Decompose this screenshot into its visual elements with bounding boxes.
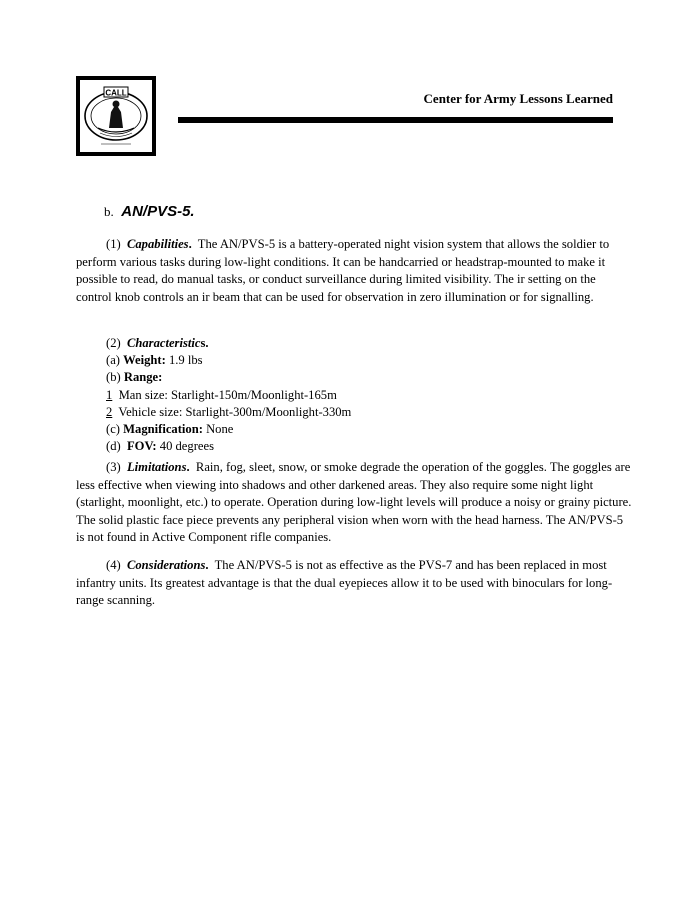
- header-rule: [178, 117, 613, 123]
- capabilities-paragraph: [76, 236, 632, 306]
- fov-label: (d): [106, 439, 121, 454]
- range-key: Range:: [123, 370, 163, 385]
- characteristics-title: Characteristic: [126, 336, 201, 350]
- considerations-paragraph: [76, 557, 632, 610]
- limitations-label: (3): [106, 460, 121, 474]
- logo-text: CALL: [105, 88, 127, 98]
- call-logo-emblem-icon: [76, 76, 156, 156]
- range-vehicle-size-text: Vehicle size: Starlight-300m/Moonlight-330m: [118, 404, 352, 419]
- magnification-value: None: [206, 422, 234, 437]
- weight-key: Weight:: [123, 353, 166, 368]
- characteristics-label: (2): [106, 336, 121, 350]
- range-man-size-num: 1: [106, 387, 113, 402]
- section-title: AN/PVS-5.: [121, 203, 195, 220]
- call-logo: [76, 76, 156, 156]
- considerations-title: Considerations: [126, 558, 206, 572]
- considerations-punct: .: [205, 558, 209, 572]
- range-vehicle-size-num: 2: [106, 404, 113, 419]
- capabilities-text: The AN/PVS-5 is a battery-operated night vision system that allows the soldier to perform various tasks during low-light conditions. It can be handcarried or headstrap-mounted to make it possible to read, do manual tasks, or conduct surveillance during limited visibility. The ir setting on the control knob controls an ir beam that can be used for observation in zero illumination or for signalling.: [76, 237, 610, 304]
- considerations-label: (4): [106, 558, 121, 572]
- magnification-label: (c): [106, 422, 120, 437]
- range-vehicle-size-line: [106, 404, 351, 421]
- limitations-text: Rain, fog, sleet, snow, or smoke degrade the operation of the goggles. The goggles are less effective when viewing into shadows and other darkened areas. They also require some night light (starlight, moonlight, etc.) to operate. Operation during low-light levels will produce a noisy or grainy picture. The solid plastic face piece prevents any peripheral vision when worn with the head harness. The AN/PVS-5 is not found in Active Component rifle companies.: [76, 460, 632, 544]
- characteristics-title-suffix: s.: [200, 336, 209, 350]
- magnification-line: [106, 421, 351, 438]
- fov-value: 40 degrees: [159, 439, 214, 454]
- magnification-key: Magnification:: [123, 422, 203, 437]
- characteristics-block: [106, 335, 351, 455]
- section-heading: [104, 202, 195, 223]
- range-label: (b): [106, 370, 121, 385]
- capabilities-label: (1): [106, 237, 121, 251]
- weight-value: 1.9 lbs: [168, 353, 203, 368]
- range-man-size-text: Man size: Starlight-150m/Moonlight-165m: [118, 387, 337, 402]
- organization-name: Center for Army Lessons Learned: [423, 91, 613, 106]
- capabilities-punct: .: [188, 237, 192, 251]
- considerations-text: The AN/PVS-5 is not as effective as the PVS-7 and has been replaced in most infantry units. Its greatest advantage is that the dual eyepieces allow it to be used with binoculars for long-range scanning.: [76, 558, 613, 607]
- weight-line: [106, 352, 351, 369]
- limitations-title: Limitations: [126, 460, 187, 474]
- range-line: [106, 369, 351, 386]
- limitations-punct: .: [186, 460, 190, 474]
- fov-key: FOV:: [126, 439, 157, 454]
- weight-label: (a): [106, 353, 120, 368]
- limitations-paragraph: [76, 459, 632, 547]
- range-man-size-line: [106, 387, 351, 404]
- characteristics-heading: [106, 335, 351, 352]
- section-letter: b.: [104, 204, 114, 219]
- capabilities-title: Capabilities: [126, 237, 189, 251]
- fov-line: [106, 438, 351, 455]
